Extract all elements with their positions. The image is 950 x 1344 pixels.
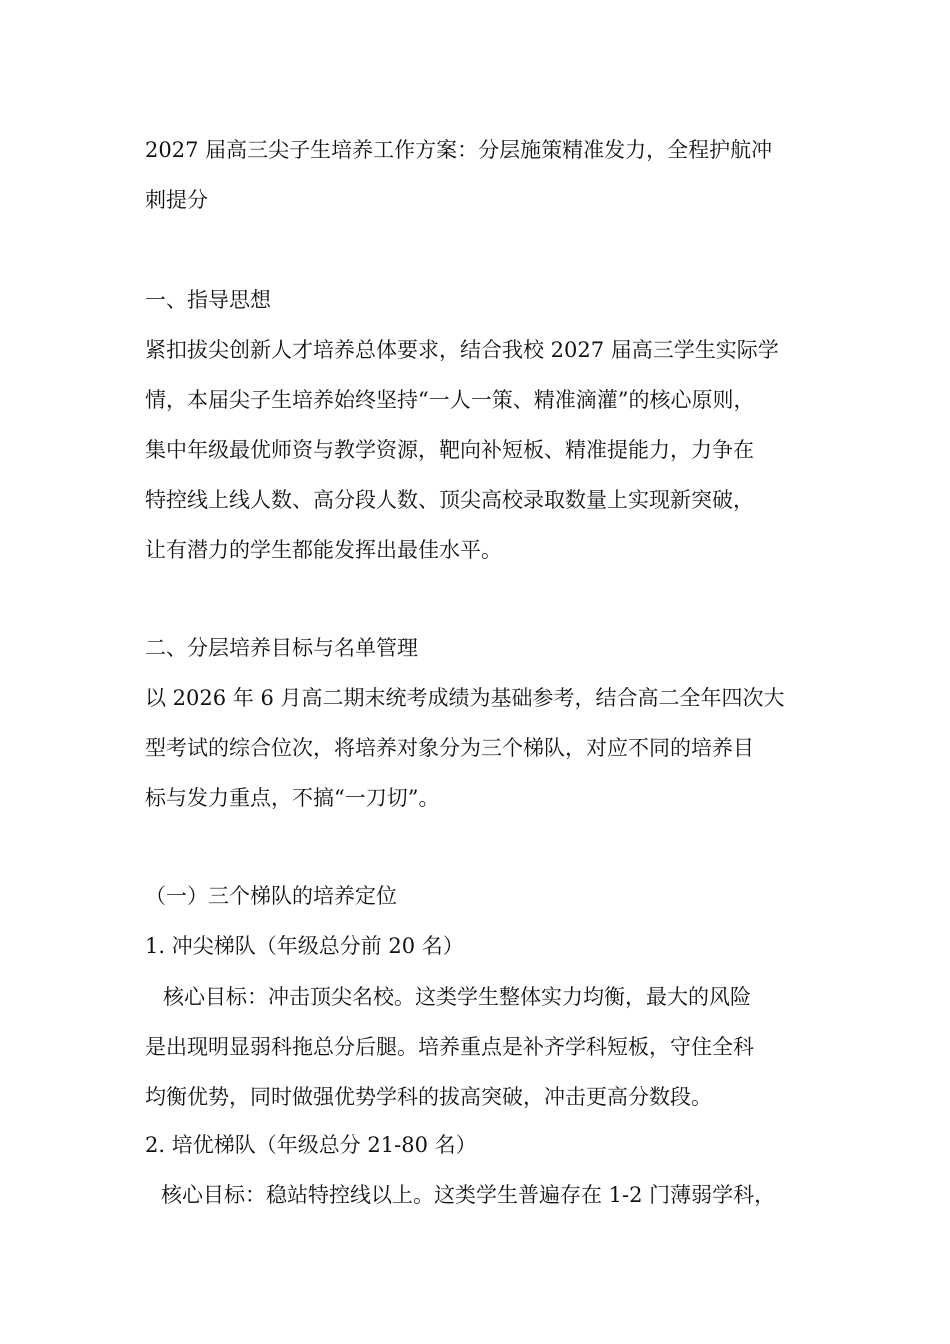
section-1-paragraph-line: 让有潜力的学生都能发挥出最佳水平。 (145, 538, 502, 562)
section-2-paragraph-line: 以 2026 年 6 月高二期末统考成绩为基础参考，结合高二全年四次大 (145, 686, 785, 710)
tier-2-paragraph-line: 核心目标：稳站特控线以上。这类学生普遍存在 1-2 门薄弱学科， (161, 1183, 776, 1207)
section-1-paragraph-line: 集中年级最优师资与教学资源，靶向补短板、精准提能力，力争在 (145, 438, 754, 462)
tier-1-paragraph-line: 均衡优势，同时做强优势学科的拔高突破，冲击更高分数段。 (145, 1085, 712, 1109)
tier-1-paragraph-line: 是出现明显弱科拖总分后腿。培养重点是补齐学科短板，守住全科 (145, 1035, 754, 1059)
section-1-heading: 一、指导思想 (145, 288, 271, 312)
document-title-line-2: 刺提分 (145, 188, 208, 212)
tier-2-title: 2. 培优梯队（年级总分 21-80 名） (145, 1133, 477, 1157)
tier-1-title: 1. 冲尖梯队（年级总分前 20 名） (145, 934, 464, 958)
section-1-paragraph-line: 情，本届尖子生培养始终坚持“一人一策、精准滴灌”的核心原则， (145, 388, 755, 412)
section-2-paragraph-line: 型考试的综合位次，将培养对象分为三个梯队，对应不同的培养目 (145, 736, 754, 760)
subsection-heading: （一）三个梯队的培养定位 (145, 884, 397, 908)
document-title-line-1: 2027 届高三尖子生培养工作方案：分层施策精准发力，全程护航冲 (145, 138, 773, 162)
section-2-heading: 二、分层培养目标与名单管理 (145, 636, 418, 660)
section-1-paragraph-line: 特控线上线人数、高分段人数、顶尖高校录取数量上实现新突破， (145, 488, 754, 512)
section-1-paragraph-line: 紧扣拔尖创新人才培养总体要求，结合我校 2027 届高三学生实际学 (145, 338, 779, 362)
section-2-paragraph-line: 标与发力重点，不搞“一刀切”。 (145, 786, 440, 810)
tier-1-paragraph-line: 核心目标：冲击顶尖名校。这类学生整体实力均衡，最大的风险 (163, 985, 751, 1009)
